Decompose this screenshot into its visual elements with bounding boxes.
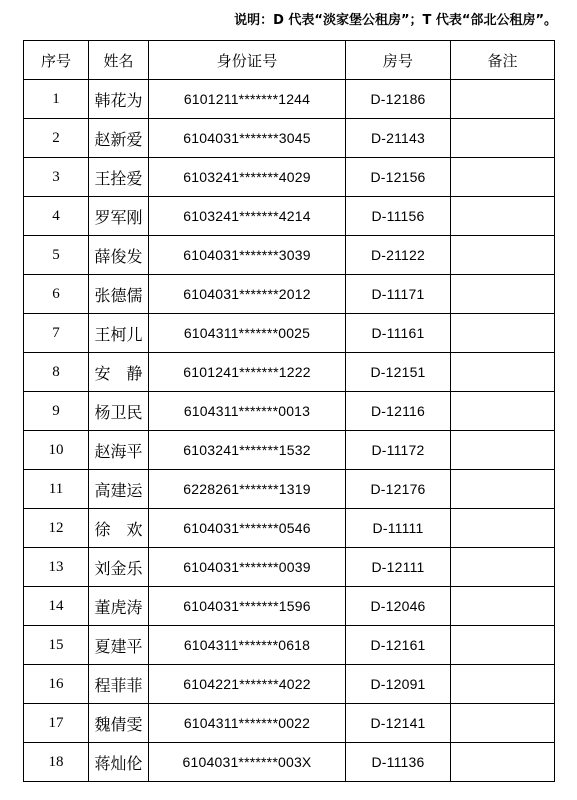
cell-name: 王拴爱 [89,158,149,197]
cell-id: 6228261*******1319 [149,470,346,509]
cell-room: D-21143 [346,119,451,158]
cell-name: 刘金乐 [89,548,149,587]
table-note: 说明：D 代表“淡家堡公租房”；T 代表“郃北公租房”。 [234,13,557,28]
cell-room: D-12156 [346,158,451,197]
cell-remark [451,665,555,704]
cell-remark [451,509,555,548]
cell-no: 6 [24,275,89,314]
cell-remark [451,470,555,509]
cell-no: 17 [24,704,89,743]
cell-id: 6104311*******0013 [149,392,346,431]
table-row [24,314,555,353]
cell-no: 15 [24,626,89,665]
cell-id: 6103241*******1532 [149,431,346,470]
cell-no: 5 [24,236,89,275]
cell-remark [451,431,555,470]
cell-name: 魏倩雯 [89,704,149,743]
cell-no: 7 [24,314,89,353]
table-row [24,80,555,119]
cell-name: 高建运 [89,470,149,509]
cell-id: 6104031*******0546 [149,509,346,548]
cell-id: 6104031*******0039 [149,548,346,587]
cell-remark [451,392,555,431]
cell-remark [451,548,555,587]
cell-id: 6101211*******1244 [149,80,346,119]
cell-name: 徐 欢 [89,509,149,548]
cell-remark [451,236,555,275]
cell-remark [451,119,555,158]
header-remark: 备注 [451,41,555,80]
table-row [24,275,555,314]
cell-id: 6104031*******3045 [149,119,346,158]
cell-room: D-12141 [346,704,451,743]
cell-no: 2 [24,119,89,158]
cell-no: 14 [24,587,89,626]
cell-id: 6104031*******1596 [149,587,346,626]
cell-id: 6104311*******0022 [149,704,346,743]
cell-name: 安 静 [89,353,149,392]
cell-no: 8 [24,353,89,392]
table-body [24,80,555,782]
cell-name: 薛俊发 [89,236,149,275]
table-row [24,158,555,197]
cell-name: 王柯儿 [89,314,149,353]
cell-name: 张德儒 [89,275,149,314]
cell-id: 6104031*******3039 [149,236,346,275]
cell-room: D-12091 [346,665,451,704]
cell-remark [451,626,555,665]
table-row [24,470,555,509]
cell-name: 董虎涛 [89,587,149,626]
header-no: 序号 [24,41,89,80]
cell-id: 6103241*******4214 [149,197,346,236]
cell-room: D-11136 [346,743,451,782]
cell-remark [451,587,555,626]
cell-room: D-11156 [346,197,451,236]
cell-id: 6104311*******0618 [149,626,346,665]
cell-name: 赵海平 [89,431,149,470]
cell-remark [451,353,555,392]
table-header-row [24,41,555,80]
table-row [24,431,555,470]
cell-id: 6101241*******1222 [149,353,346,392]
cell-name: 赵新爱 [89,119,149,158]
cell-no: 3 [24,158,89,197]
cell-name: 杨卫民 [89,392,149,431]
cell-name: 程菲菲 [89,665,149,704]
cell-id: 6104031*******2012 [149,275,346,314]
cell-no: 18 [24,743,89,782]
table-row [24,704,555,743]
cell-name: 韩花为 [89,80,149,119]
table-row [24,392,555,431]
cell-room: D-12176 [346,470,451,509]
cell-room: D-12116 [346,392,451,431]
table-row [24,626,555,665]
table-row [24,236,555,275]
cell-remark [451,197,555,236]
cell-remark [451,275,555,314]
cell-room: D-12161 [346,626,451,665]
table-row [24,353,555,392]
cell-room: D-11161 [346,314,451,353]
cell-room: D-11172 [346,431,451,470]
cell-room: D-12151 [346,353,451,392]
cell-no: 13 [24,548,89,587]
cell-no: 11 [24,470,89,509]
cell-name: 夏建平 [89,626,149,665]
cell-room: D-21122 [346,236,451,275]
cell-id: 6104221*******4022 [149,665,346,704]
cell-no: 1 [24,80,89,119]
cell-room: D-12186 [346,80,451,119]
table-row [24,587,555,626]
cell-id: 6103241*******4029 [149,158,346,197]
header-id: 身份证号 [149,41,346,80]
cell-id: 6104031*******003X [149,743,346,782]
cell-name: 蒋灿伦 [89,743,149,782]
header-name: 姓名 [89,41,149,80]
cell-no: 4 [24,197,89,236]
cell-remark [451,743,555,782]
cell-room: D-11171 [346,275,451,314]
cell-room: D-12046 [346,587,451,626]
cell-no: 16 [24,665,89,704]
table-row [24,119,555,158]
cell-room: D-12111 [346,548,451,587]
cell-no: 10 [24,431,89,470]
table-row [24,665,555,704]
cell-id: 6104311*******0025 [149,314,346,353]
cell-remark [451,314,555,353]
table-row [24,548,555,587]
cell-room: D-11111 [346,509,451,548]
cell-remark [451,158,555,197]
table-row [24,509,555,548]
table-row [24,743,555,782]
cell-no: 12 [24,509,89,548]
cell-no: 9 [24,392,89,431]
tenant-table [23,40,555,782]
cell-remark [451,704,555,743]
cell-name: 罗军刚 [89,197,149,236]
header-room: 房号 [346,41,451,80]
table-row [24,197,555,236]
cell-remark [451,80,555,119]
